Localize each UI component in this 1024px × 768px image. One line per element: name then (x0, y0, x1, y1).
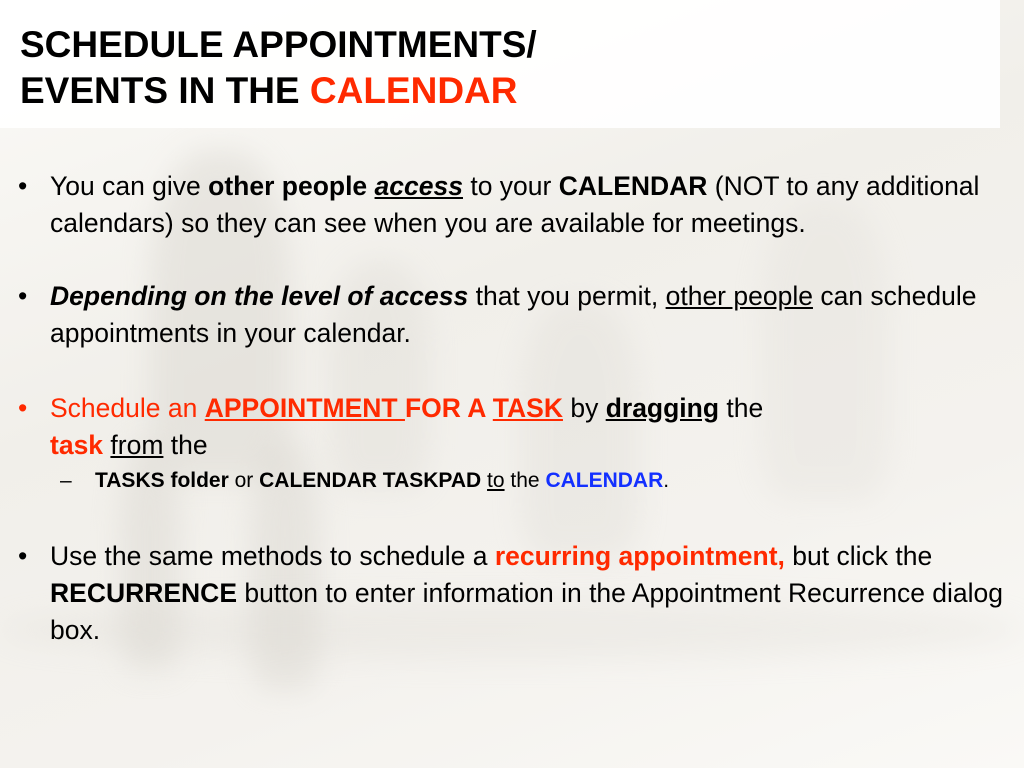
bullet-text-task: task (50, 430, 104, 460)
bullet-text-bold: other people (208, 171, 375, 201)
bullet-text: to your (462, 171, 559, 201)
title-highlight: CALENDAR (309, 70, 518, 111)
bullet-text-recurrence: RECURRENCE (50, 578, 237, 608)
sub-bullet-text: the (504, 469, 546, 492)
bullet-text-for-a: FOR A (404, 393, 493, 423)
bullet-calendar-access (18, 168, 1008, 242)
bullet-text-appointment: APPOINTMENT (204, 393, 405, 423)
sub-bullet-text-taskpad: CALENDAR TASKPAD (259, 469, 482, 492)
bullet-text: but click the (784, 541, 933, 571)
bullet-schedule-task (18, 390, 1008, 464)
bullet-text: that you permit, (468, 281, 666, 311)
slide-body (18, 168, 1008, 649)
sub-bullet-text: or (228, 469, 260, 492)
bullet-text: can schedule appointments in your calendar. (50, 281, 977, 348)
bullet-text-underlined: other people (665, 281, 813, 311)
bullet-marker: • (18, 393, 28, 423)
bullet-marker: • (18, 281, 28, 311)
sub-bullet-marker: – (60, 469, 72, 492)
bullet-text-access: access (374, 171, 463, 201)
bullet-text: the (719, 393, 764, 423)
bullet-text: button to enter information in the Appointment Recurrence dialog box. (50, 578, 1004, 645)
title-line-1: SCHEDULE APPOINTMENTS/ (20, 24, 537, 65)
bullet-text: Schedule an (50, 393, 205, 423)
bullet-text-from: from (110, 430, 164, 460)
bullet-marker: • (18, 171, 28, 201)
bullet-text: (NOT to any additional calendars) so they can see when you are available for meetings. (50, 171, 980, 238)
sub-bullet-text-tasks-folder: TASKS folder (95, 469, 229, 492)
bullet-text-calendar: CALENDAR (558, 171, 708, 201)
bullet-text: the (163, 430, 208, 460)
bullet-text: by (562, 393, 606, 423)
bullet-access-level (18, 278, 1008, 352)
bullet-text-emphasis: Depending on the level of access (50, 281, 469, 311)
bullet-text: You can give (50, 171, 209, 201)
bullet-text: Use the same methods to schedule a (50, 541, 495, 571)
sub-bullet-text-to: to (487, 469, 505, 492)
bullet-text-task: TASK (492, 393, 563, 423)
bullet-text-dragging: dragging (605, 393, 720, 423)
bullet-marker: • (18, 541, 28, 571)
slide-title (20, 22, 537, 114)
sub-bullet-text: . (663, 469, 670, 492)
sub-bullet-text-calendar: CALENDAR (545, 469, 664, 492)
bullet-text-recurring: recurring appointment, (494, 541, 785, 571)
sub-bullet-drag-target (18, 466, 1008, 496)
title-line-2-prefix: EVENTS IN THE (20, 70, 310, 111)
bullet-recurring-appointment (18, 538, 1008, 649)
